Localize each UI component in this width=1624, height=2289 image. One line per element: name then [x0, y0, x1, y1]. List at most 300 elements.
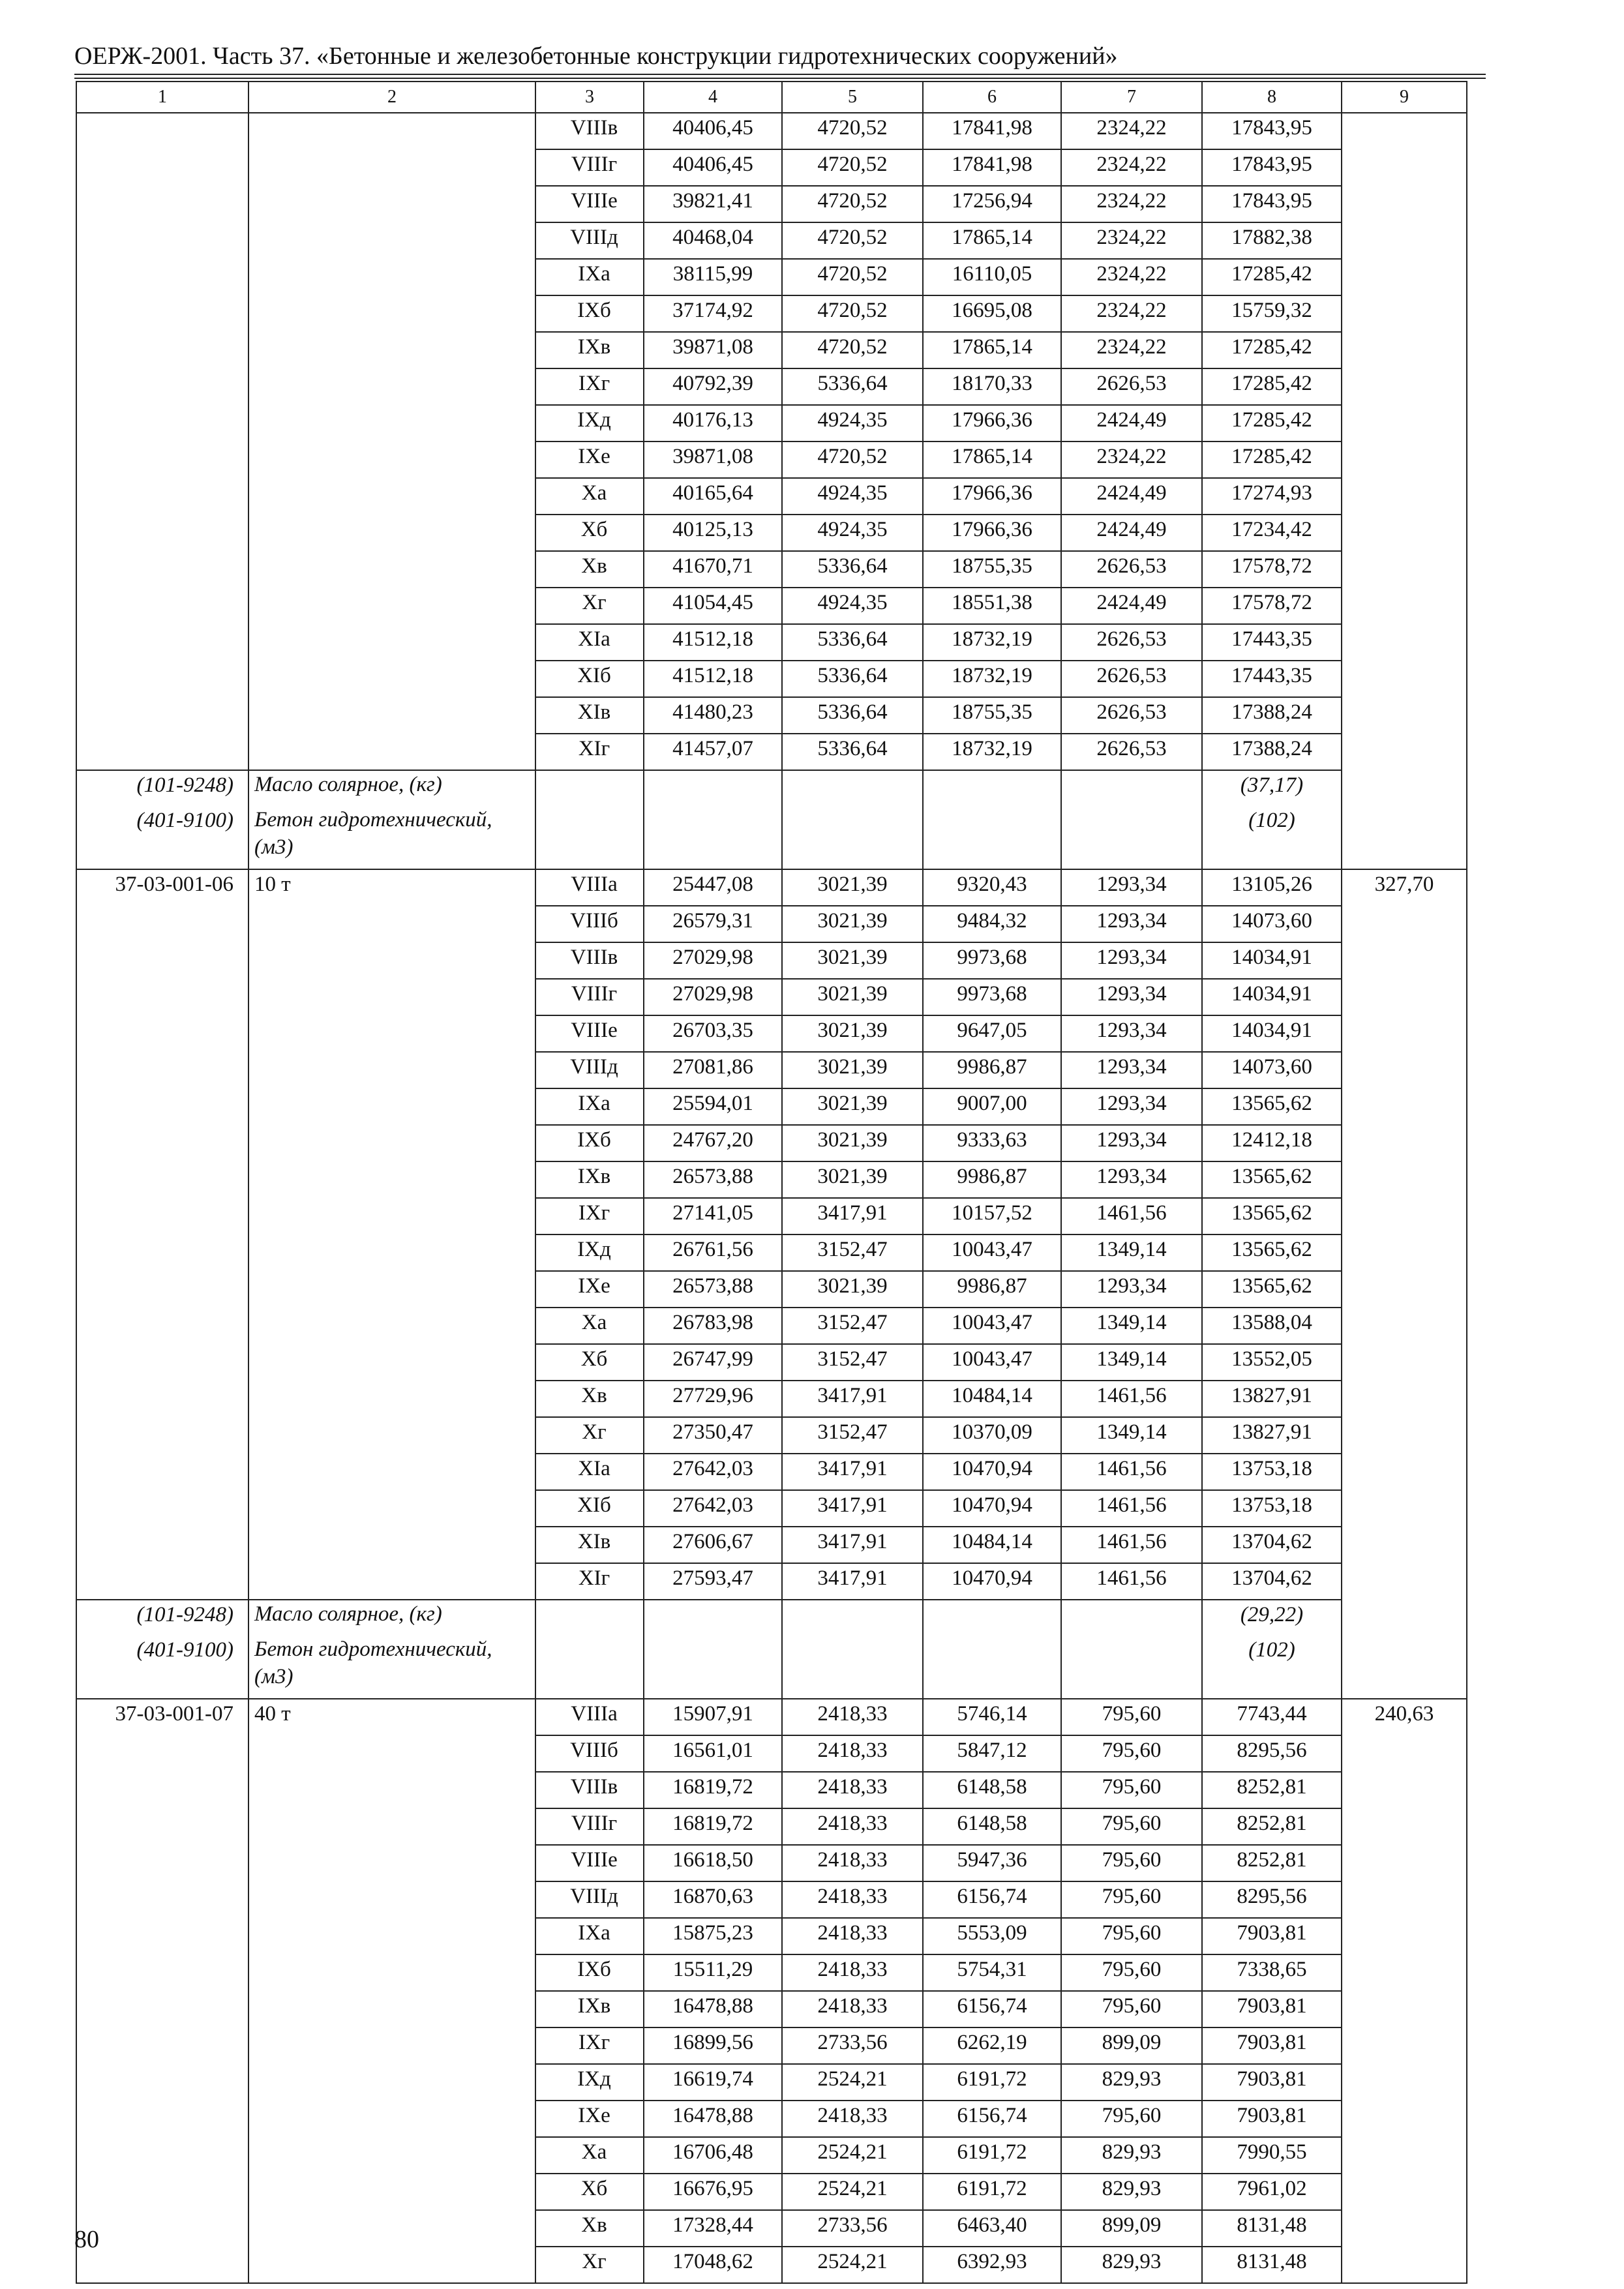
empty-cell	[1061, 1600, 1202, 1636]
row-materials-cost: 17285,42	[1202, 368, 1342, 405]
row-total-cost: 40165,64	[644, 478, 782, 515]
base-price: 240,63	[1342, 1699, 1467, 2283]
row-zone-code: IXг	[535, 1198, 644, 1234]
row-zone-code: IXе	[535, 441, 644, 478]
row-zone-code: XIг	[535, 1563, 644, 1600]
row-zone-code: Xа	[535, 478, 644, 515]
row-zone-code: VIIIб	[535, 1735, 644, 1772]
row-materials-cost: 13753,18	[1202, 1454, 1342, 1490]
empty-cell	[923, 806, 1061, 869]
empty-cell	[535, 806, 644, 869]
row-materials-cost: 7903,81	[1202, 2027, 1342, 2064]
row-materials-cost: 13552,05	[1202, 1344, 1342, 1381]
row-labor-cost: 5336,64	[782, 551, 923, 588]
column-number: 5	[782, 82, 923, 113]
row-machine-cost: 17865,14	[923, 332, 1061, 368]
row-machine-cost: 6156,74	[923, 1881, 1061, 1918]
row-total-cost: 27593,47	[644, 1563, 782, 1600]
row-zone-code: VIIIг	[535, 149, 644, 186]
row-materials-cost: 13753,18	[1202, 1490, 1342, 1527]
row-operators-wage: 2626,53	[1061, 734, 1202, 770]
row-machine-cost: 5847,12	[923, 1735, 1061, 1772]
row-materials-cost: 8131,48	[1202, 2210, 1342, 2247]
row-operators-wage: 1461,56	[1061, 1381, 1202, 1417]
column-number-row	[76, 82, 1467, 113]
row-machine-cost: 9484,32	[923, 906, 1061, 942]
row-operators-wage: 2424,49	[1061, 588, 1202, 624]
base-price	[1342, 113, 1467, 869]
row-total-cost: 26761,56	[644, 1234, 782, 1271]
row-total-cost: 16478,88	[644, 1991, 782, 2027]
row-materials-cost: 17578,72	[1202, 588, 1342, 624]
row-zone-code: XIг	[535, 734, 644, 770]
row-labor-cost: 3021,39	[782, 1125, 923, 1161]
row-total-cost: 26573,88	[644, 1271, 782, 1308]
row-total-cost: 26747,99	[644, 1344, 782, 1381]
row-total-cost: 25594,01	[644, 1088, 782, 1125]
row-machine-cost: 9007,00	[923, 1088, 1061, 1125]
row-operators-wage: 1293,34	[1061, 1161, 1202, 1198]
row-total-cost: 27029,98	[644, 942, 782, 979]
row-operators-wage: 1293,34	[1061, 1088, 1202, 1125]
row-materials-cost: 8131,48	[1202, 2247, 1342, 2283]
row-machine-cost: 9986,87	[923, 1161, 1061, 1198]
section-code: 37-03-001-06	[76, 869, 248, 1600]
row-total-cost: 41670,71	[644, 551, 782, 588]
row-machine-cost: 6191,72	[923, 2064, 1061, 2101]
row-operators-wage: 795,60	[1061, 1991, 1202, 2027]
row-machine-cost: 6148,58	[923, 1772, 1061, 1808]
row-materials-cost: 7903,81	[1202, 1991, 1342, 2027]
material-code: (101-9248)	[76, 770, 248, 806]
row-total-cost: 27606,67	[644, 1527, 782, 1563]
row-operators-wage: 795,60	[1061, 1772, 1202, 1808]
row-zone-code: VIIIа	[535, 1699, 644, 1735]
row-operators-wage: 899,09	[1061, 2027, 1202, 2064]
row-operators-wage: 1349,14	[1061, 1234, 1202, 1271]
row-labor-cost: 2418,33	[782, 1881, 923, 1918]
row-labor-cost: 5336,64	[782, 734, 923, 770]
row-zone-code: VIIIд	[535, 1881, 644, 1918]
row-total-cost: 16819,72	[644, 1772, 782, 1808]
row-total-cost: 39871,08	[644, 441, 782, 478]
row-total-cost: 40125,13	[644, 515, 782, 551]
row-labor-cost: 2524,21	[782, 2137, 923, 2174]
section-name	[248, 113, 535, 770]
row-machine-cost: 18755,35	[923, 697, 1061, 734]
row-materials-cost: 17578,72	[1202, 551, 1342, 588]
row-zone-code: VIIIб	[535, 906, 644, 942]
row-materials-cost: 17285,42	[1202, 441, 1342, 478]
row-zone-code: XIб	[535, 661, 644, 697]
row-machine-cost: 6463,40	[923, 2210, 1061, 2247]
row-labor-cost: 3021,39	[782, 942, 923, 979]
row-labor-cost: 3021,39	[782, 1088, 923, 1125]
row-machine-cost: 5754,31	[923, 1954, 1061, 1991]
row-machine-cost: 6262,19	[923, 2027, 1061, 2064]
empty-cell	[1061, 770, 1202, 806]
row-machine-cost: 18732,19	[923, 734, 1061, 770]
row-total-cost: 25447,08	[644, 869, 782, 906]
row-zone-code: Xб	[535, 1344, 644, 1381]
row-labor-cost: 2418,33	[782, 1772, 923, 1808]
row-zone-code: XIб	[535, 1490, 644, 1527]
row-labor-cost: 4720,52	[782, 186, 923, 222]
row-total-cost: 27642,03	[644, 1490, 782, 1527]
row-labor-cost: 3021,39	[782, 869, 923, 906]
row-operators-wage: 795,60	[1061, 1699, 1202, 1735]
row-labor-cost: 4720,52	[782, 332, 923, 368]
row-zone-code: Xб	[535, 515, 644, 551]
row-labor-cost: 2524,21	[782, 2064, 923, 2101]
row-zone-code: IXб	[535, 1125, 644, 1161]
empty-cell	[782, 770, 923, 806]
row-zone-code: XIа	[535, 1454, 644, 1490]
row-labor-cost: 3152,47	[782, 1344, 923, 1381]
row-zone-code: VIIIд	[535, 222, 644, 259]
row-materials-cost: 7961,02	[1202, 2174, 1342, 2210]
row-operators-wage: 2324,22	[1061, 222, 1202, 259]
empty-cell	[535, 1600, 644, 1636]
row-materials-cost: 13565,62	[1202, 1234, 1342, 1271]
empty-cell	[1061, 1636, 1202, 1699]
row-machine-cost: 5746,14	[923, 1699, 1061, 1735]
row-machine-cost: 18551,38	[923, 588, 1061, 624]
empty-cell	[644, 806, 782, 869]
row-operators-wage: 795,60	[1061, 1954, 1202, 1991]
row-operators-wage: 2324,22	[1061, 441, 1202, 478]
row-machine-cost: 6156,74	[923, 2101, 1061, 2137]
row-operators-wage: 1349,14	[1061, 1417, 1202, 1454]
row-total-cost: 16618,50	[644, 1845, 782, 1881]
row-machine-cost: 6148,58	[923, 1808, 1061, 1845]
row-machine-cost: 10470,94	[923, 1490, 1061, 1527]
row-machine-cost: 9973,68	[923, 942, 1061, 979]
column-number: 8	[1202, 82, 1342, 113]
row-zone-code: Xг	[535, 1417, 644, 1454]
row-labor-cost: 2733,56	[782, 2210, 923, 2247]
row-zone-code: VIIIа	[535, 869, 644, 906]
row-materials-cost: 17843,95	[1202, 186, 1342, 222]
row-labor-cost: 3417,91	[782, 1454, 923, 1490]
row-operators-wage: 2324,22	[1061, 113, 1202, 149]
row-labor-cost: 3417,91	[782, 1527, 923, 1563]
row-materials-cost: 17443,35	[1202, 624, 1342, 661]
row-zone-code: IXг	[535, 368, 644, 405]
row-labor-cost: 2418,33	[782, 1845, 923, 1881]
row-operators-wage: 1349,14	[1061, 1344, 1202, 1381]
row-labor-cost: 2524,21	[782, 2174, 923, 2210]
row-operators-wage: 1461,56	[1061, 1454, 1202, 1490]
empty-cell	[535, 1636, 644, 1699]
row-zone-code: Xб	[535, 2174, 644, 2210]
row-machine-cost: 17966,36	[923, 515, 1061, 551]
row-labor-cost: 3417,91	[782, 1381, 923, 1417]
row-machine-cost: 9986,87	[923, 1052, 1061, 1088]
row-machine-cost: 18170,33	[923, 368, 1061, 405]
row-labor-cost: 3021,39	[782, 1161, 923, 1198]
empty-cell	[644, 770, 782, 806]
row-labor-cost: 4720,52	[782, 113, 923, 149]
empty-cell	[644, 1600, 782, 1636]
row-materials-cost: 14073,60	[1202, 906, 1342, 942]
row-labor-cost: 3021,39	[782, 1052, 923, 1088]
row-labor-cost: 3021,39	[782, 1015, 923, 1052]
row-labor-cost: 3417,91	[782, 1563, 923, 1600]
row-operators-wage: 795,60	[1061, 1735, 1202, 1772]
row-total-cost: 16561,01	[644, 1735, 782, 1772]
row-zone-code: IXд	[535, 1234, 644, 1271]
price-table	[76, 81, 1467, 2284]
row-operators-wage: 829,93	[1061, 2137, 1202, 2174]
row-zone-code: Xг	[535, 2247, 644, 2283]
row-labor-cost: 5336,64	[782, 661, 923, 697]
row-operators-wage: 899,09	[1061, 2210, 1202, 2247]
row-materials-cost: 17443,35	[1202, 661, 1342, 697]
row-materials-cost: 8252,81	[1202, 1808, 1342, 1845]
row-total-cost: 26783,98	[644, 1308, 782, 1344]
row-zone-code: Xв	[535, 1381, 644, 1417]
empty-cell	[782, 806, 923, 869]
row-machine-cost: 17841,98	[923, 149, 1061, 186]
row-total-cost: 26579,31	[644, 906, 782, 942]
row-labor-cost: 4924,35	[782, 478, 923, 515]
row-labor-cost: 2418,33	[782, 1991, 923, 2027]
row-machine-cost: 17865,14	[923, 222, 1061, 259]
row-zone-code: Xв	[535, 2210, 644, 2247]
row-labor-cost: 3417,91	[782, 1490, 923, 1527]
row-total-cost: 40468,04	[644, 222, 782, 259]
material-name: Бетон гидротехнический, (м3)	[248, 806, 535, 869]
row-total-cost: 17048,62	[644, 2247, 782, 2283]
material-name: Масло солярное, (кг)	[248, 1600, 535, 1636]
row-machine-cost: 10470,94	[923, 1454, 1061, 1490]
row-labor-cost: 3417,91	[782, 1198, 923, 1234]
row-materials-cost: 7903,81	[1202, 1918, 1342, 1954]
row-zone-code: IXе	[535, 1271, 644, 1308]
row-labor-cost: 4720,52	[782, 259, 923, 295]
row-operators-wage: 2626,53	[1061, 661, 1202, 697]
row-operators-wage: 1349,14	[1061, 1308, 1202, 1344]
row-operators-wage: 2424,49	[1061, 405, 1202, 441]
row-total-cost: 27081,86	[644, 1052, 782, 1088]
row-zone-code: IXв	[535, 332, 644, 368]
row-operators-wage: 2324,22	[1061, 332, 1202, 368]
row-materials-cost: 7903,81	[1202, 2064, 1342, 2101]
price-table-container	[76, 81, 1467, 2284]
row-operators-wage: 1461,56	[1061, 1563, 1202, 1600]
row-machine-cost: 16110,05	[923, 259, 1061, 295]
row-operators-wage: 1293,34	[1061, 1015, 1202, 1052]
row-total-cost: 40176,13	[644, 405, 782, 441]
row-labor-cost: 4924,35	[782, 588, 923, 624]
row-total-cost: 27141,05	[644, 1198, 782, 1234]
row-machine-cost: 17841,98	[923, 113, 1061, 149]
row-machine-cost: 10370,09	[923, 1417, 1061, 1454]
row-total-cost: 24767,20	[644, 1125, 782, 1161]
row-labor-cost: 2733,56	[782, 2027, 923, 2064]
material-name: Масло солярное, (кг)	[248, 770, 535, 806]
row-machine-cost: 10484,14	[923, 1527, 1061, 1563]
section-first-row	[76, 113, 1467, 149]
row-materials-cost: 17285,42	[1202, 259, 1342, 295]
row-zone-code: VIIIв	[535, 942, 644, 979]
row-labor-cost: 4720,52	[782, 295, 923, 332]
column-number: 7	[1061, 82, 1202, 113]
row-zone-code: VIIIд	[535, 1052, 644, 1088]
row-zone-code: VIIIв	[535, 113, 644, 149]
section-name: 10 т	[248, 869, 535, 1600]
row-materials-cost: 13565,62	[1202, 1198, 1342, 1234]
row-total-cost: 40406,45	[644, 113, 782, 149]
row-labor-cost: 2418,33	[782, 1918, 923, 1954]
row-zone-code: VIIIв	[535, 1772, 644, 1808]
row-labor-cost: 4720,52	[782, 441, 923, 478]
row-operators-wage: 2424,49	[1061, 515, 1202, 551]
row-operators-wage: 2626,53	[1061, 368, 1202, 405]
material-row	[76, 770, 1467, 806]
row-zone-code: Xа	[535, 1308, 644, 1344]
row-total-cost: 40792,39	[644, 368, 782, 405]
section-first-row	[76, 1699, 1467, 1735]
row-labor-cost: 3021,39	[782, 979, 923, 1015]
row-machine-cost: 18732,19	[923, 661, 1061, 697]
row-operators-wage: 795,60	[1061, 1881, 1202, 1918]
material-quantity: (37,17)	[1202, 770, 1342, 806]
row-total-cost: 16819,72	[644, 1808, 782, 1845]
row-labor-cost: 2418,33	[782, 1699, 923, 1735]
row-materials-cost: 13565,62	[1202, 1161, 1342, 1198]
row-total-cost: 38115,99	[644, 259, 782, 295]
row-labor-cost: 4924,35	[782, 515, 923, 551]
material-row	[76, 1636, 1467, 1699]
row-total-cost: 16870,63	[644, 1881, 782, 1918]
row-machine-cost: 9320,43	[923, 869, 1061, 906]
row-operators-wage: 1461,56	[1061, 1198, 1202, 1234]
section-name: 40 т	[248, 1699, 535, 2283]
column-number: 3	[535, 82, 644, 113]
row-operators-wage: 795,60	[1061, 1845, 1202, 1881]
row-materials-cost: 17843,95	[1202, 149, 1342, 186]
material-quantity: (102)	[1202, 806, 1342, 869]
material-name: Бетон гидротехнический, (м3)	[248, 1636, 535, 1699]
row-total-cost: 41512,18	[644, 661, 782, 697]
row-operators-wage: 2324,22	[1061, 259, 1202, 295]
empty-cell	[782, 1600, 923, 1636]
row-operators-wage: 1461,56	[1061, 1490, 1202, 1527]
row-zone-code: IXб	[535, 1954, 644, 1991]
row-materials-cost: 17388,24	[1202, 734, 1342, 770]
row-materials-cost: 13565,62	[1202, 1088, 1342, 1125]
row-total-cost: 41480,23	[644, 697, 782, 734]
empty-cell	[535, 770, 644, 806]
empty-cell	[923, 1600, 1061, 1636]
row-machine-cost: 10043,47	[923, 1234, 1061, 1271]
row-operators-wage: 1293,34	[1061, 1271, 1202, 1308]
row-materials-cost: 7338,65	[1202, 1954, 1342, 1991]
row-operators-wage: 2324,22	[1061, 186, 1202, 222]
empty-cell	[782, 1636, 923, 1699]
row-materials-cost: 8295,56	[1202, 1735, 1342, 1772]
row-materials-cost: 17285,42	[1202, 405, 1342, 441]
row-operators-wage: 2626,53	[1061, 551, 1202, 588]
header-rule	[74, 78, 1486, 79]
row-operators-wage: 2324,22	[1061, 149, 1202, 186]
row-zone-code: IXа	[535, 1088, 644, 1125]
row-zone-code: IXа	[535, 259, 644, 295]
row-total-cost: 27642,03	[644, 1454, 782, 1490]
row-total-cost: 41054,45	[644, 588, 782, 624]
row-labor-cost: 5336,64	[782, 368, 923, 405]
row-materials-cost: 8252,81	[1202, 1845, 1342, 1881]
row-total-cost: 15875,23	[644, 1918, 782, 1954]
row-operators-wage: 1293,34	[1061, 1052, 1202, 1088]
row-materials-cost: 13588,04	[1202, 1308, 1342, 1344]
row-machine-cost: 10484,14	[923, 1381, 1061, 1417]
row-total-cost: 27350,47	[644, 1417, 782, 1454]
row-total-cost: 40406,45	[644, 149, 782, 186]
row-operators-wage: 2626,53	[1061, 624, 1202, 661]
row-total-cost: 16619,74	[644, 2064, 782, 2101]
row-labor-cost: 3152,47	[782, 1308, 923, 1344]
row-labor-cost: 2524,21	[782, 2247, 923, 2283]
row-total-cost: 37174,92	[644, 295, 782, 332]
row-materials-cost: 14034,91	[1202, 1015, 1342, 1052]
row-total-cost: 15907,91	[644, 1699, 782, 1735]
row-zone-code: IXв	[535, 1991, 644, 2027]
row-labor-cost: 2418,33	[782, 2101, 923, 2137]
row-machine-cost: 17256,94	[923, 186, 1061, 222]
row-materials-cost: 7903,81	[1202, 2101, 1342, 2137]
row-materials-cost: 7990,55	[1202, 2137, 1342, 2174]
row-materials-cost: 13105,26	[1202, 869, 1342, 906]
column-number: 6	[923, 82, 1061, 113]
row-materials-cost: 13827,91	[1202, 1381, 1342, 1417]
column-number: 9	[1342, 82, 1467, 113]
material-code: (101-9248)	[76, 1600, 248, 1636]
row-operators-wage: 1293,34	[1061, 1125, 1202, 1161]
row-operators-wage: 829,93	[1061, 2174, 1202, 2210]
column-number: 4	[644, 82, 782, 113]
row-materials-cost: 8252,81	[1202, 1772, 1342, 1808]
row-materials-cost: 8295,56	[1202, 1881, 1342, 1918]
base-price: 327,70	[1342, 869, 1467, 1699]
row-machine-cost: 9973,68	[923, 979, 1061, 1015]
row-operators-wage: 2324,22	[1061, 295, 1202, 332]
row-zone-code: VIIIг	[535, 1808, 644, 1845]
row-machine-cost: 17865,14	[923, 441, 1061, 478]
row-total-cost: 16899,56	[644, 2027, 782, 2064]
row-labor-cost: 2418,33	[782, 1954, 923, 1991]
row-zone-code: XIв	[535, 1527, 644, 1563]
row-total-cost: 26703,35	[644, 1015, 782, 1052]
row-labor-cost: 3021,39	[782, 906, 923, 942]
row-machine-cost: 18732,19	[923, 624, 1061, 661]
row-labor-cost: 4924,35	[782, 405, 923, 441]
row-machine-cost: 5553,09	[923, 1918, 1061, 1954]
empty-cell	[644, 1636, 782, 1699]
section-first-row	[76, 869, 1467, 906]
row-total-cost: 39821,41	[644, 186, 782, 222]
row-machine-cost: 10043,47	[923, 1308, 1061, 1344]
column-number: 1	[76, 82, 248, 113]
row-labor-cost: 3152,47	[782, 1234, 923, 1271]
row-zone-code: VIIIг	[535, 979, 644, 1015]
row-materials-cost: 17285,42	[1202, 332, 1342, 368]
row-labor-cost: 2418,33	[782, 1735, 923, 1772]
row-materials-cost: 14073,60	[1202, 1052, 1342, 1088]
row-zone-code: Xа	[535, 2137, 644, 2174]
